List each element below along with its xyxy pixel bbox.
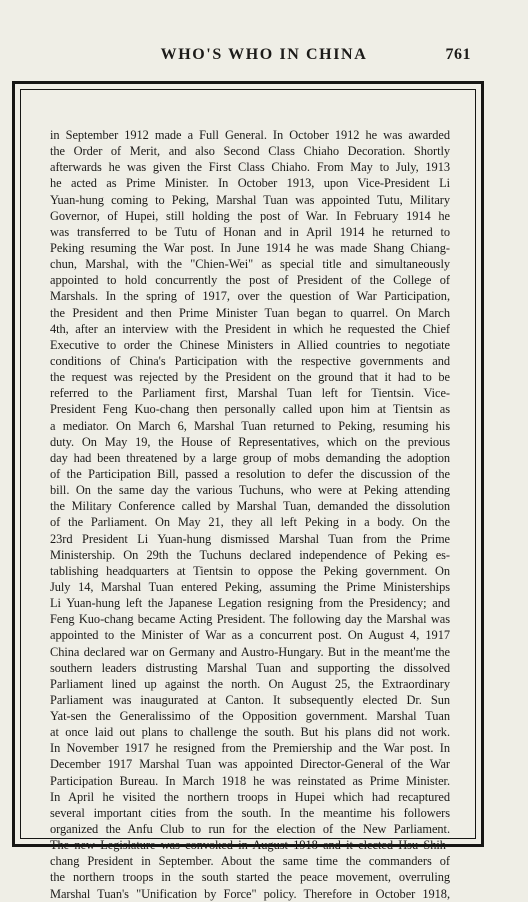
text-line: organized the Anfu Club to run for the election of the New Parliament. [50, 822, 450, 837]
text-line: In November 1917 he resigned from the Premiership and the War post. In [50, 741, 450, 756]
text-line: 23rd President Li Yuan-hung dismissed Marshal Tuan from the Prime [50, 531, 450, 546]
text-line: December 1917 Marshal Tuan was appointed Director-General of the War [50, 757, 450, 772]
text-line: in September 1912 made a Full General. In October 1912 he was awarded [50, 128, 450, 142]
text-line: the request was rejected by the President on the ground that it had to be [50, 370, 450, 385]
text-line: of the Participation Bill, passed a resolution to defer the discussion of the [50, 466, 450, 481]
running-title: WHO'S WHO IN CHINA [160, 46, 368, 63]
text-line: Governor, of Hupei, still holding the post of War. In February 1914 he [50, 208, 450, 223]
text-line: appointed to hold concurrently the post of President of the College of [50, 273, 450, 288]
page-header [0, 44, 528, 68]
text-line: Parliament was inaugurated at Canton. It subsequently elected Dr. Sun [50, 692, 450, 707]
text-line: tablishing headquarters at Tientsin to oppose the Peking government. On [50, 563, 450, 578]
text-line: conditions of China's Participation with the respective governments and [50, 353, 450, 368]
text-line: Yat-sen the Generalissimo of the Opposition government. Marshal Tuan [50, 709, 450, 724]
text-line: afterwards he was given the First Class Chiaho. From May to July, 1913 [50, 160, 450, 175]
text-line: Marshals. In the spring of 1917, over the question of War Participation, [50, 289, 450, 304]
text-line: The new Legislature was convoked in August 1918 and it elected Hsu Shih- [50, 838, 450, 853]
body-text [50, 127, 450, 902]
text-line: Feng Kuo-chang became Acting President. The following day the Marshal was [50, 612, 450, 627]
text-line: China declared war on Germany and Austro-Hungary. But in the meant'me the [50, 644, 450, 659]
text-line: President Feng Kuo-chang then personally called upon him at Tientsin as [50, 402, 450, 417]
text-line: Li Yuan-hung left the Japanese Legation resigning from the Presidency; and [50, 596, 450, 611]
text-line: Peking resuming the War post. In June 1914 he was made Shang Chiang- [50, 240, 450, 255]
text-line: the northern troops in the south started the peace movement, overruling [50, 870, 450, 885]
text-line: the Order of Merit, and also Second Class Chiaho Decoration. Shortly [50, 144, 450, 159]
text-line: he acted as Prime Minister. In October 1913, upon Vice-President Li [50, 176, 450, 191]
text-line: duty. On May 19, the House of Representatives, which on the previous [50, 434, 450, 449]
page-number: 761 [445, 46, 471, 63]
text-line: the Military Conference called by Marshal Tuan, demanded the dissolution [50, 499, 450, 514]
text-line: day had been threatened by a large group of mobs demanding the adoption [50, 450, 450, 465]
text-line: 4th, after an interview with the President in which he requested the Chief [50, 321, 450, 336]
text-line: of the Parliament. On May 21, they all left Peking in a body. On the [50, 515, 450, 530]
text-line: Parliament lined up against the north. On August 25, the Extraordinary [50, 676, 450, 691]
text-line: Executive to order the Chinese Ministers in Allied countries to negotiate [50, 337, 450, 352]
text-line: chang President in September. About the same time the commanders of [50, 854, 450, 869]
text-line: chun, Marshal, with the "Chien-Wei" as special title and simultaneously [50, 257, 450, 272]
text-line: bill. On the same day the various Tuchuns, who were at Peking attending [50, 483, 450, 498]
text-line: In April he visited the northern troops in Hupei which had recaptured [50, 789, 450, 804]
text-line: the President and then Prime Minister Tuan began to quarrel. On March [50, 305, 450, 320]
text-line: July 14, Marshal Tuan entered Peking, assuming the Prime Ministerships [50, 579, 450, 594]
text-line: referred to the Parliament first, Marshal Tuan left for Tientsin. Vice- [50, 386, 450, 401]
text-line: Yuan-hung coming to Peking, Marshal Tuan was appointed Tutu, Military [50, 192, 450, 207]
text-line: at once laid out plans to challenge the south. But his plans did not work. [50, 725, 450, 740]
text-line: Participation Bureau. In March 1918 he was reinstated as Prime Minister. [50, 773, 450, 788]
text-line: Marshal Tuan's "Unification by Force" policy. Therefore in October 1918, [50, 886, 450, 901]
text-line: was transferred to be Tutu of Honan and in April 1914 he returned to [50, 224, 450, 239]
text-line: several important cities from the south. In the meantime his followers [50, 805, 450, 820]
text-line: southern leaders distrusting Marshal Tuan and supporting the dissolved [50, 660, 450, 675]
text-line: a mediator. On March 6, Marshal Tuan returned to Peking, resuming his [50, 418, 450, 433]
text-line: appointed to the Minister of War as a concurrent post. On August 4, 1917 [50, 628, 450, 643]
text-line: Ministership. On 29th the Tuchuns declared independence of Peking es- [50, 547, 450, 562]
